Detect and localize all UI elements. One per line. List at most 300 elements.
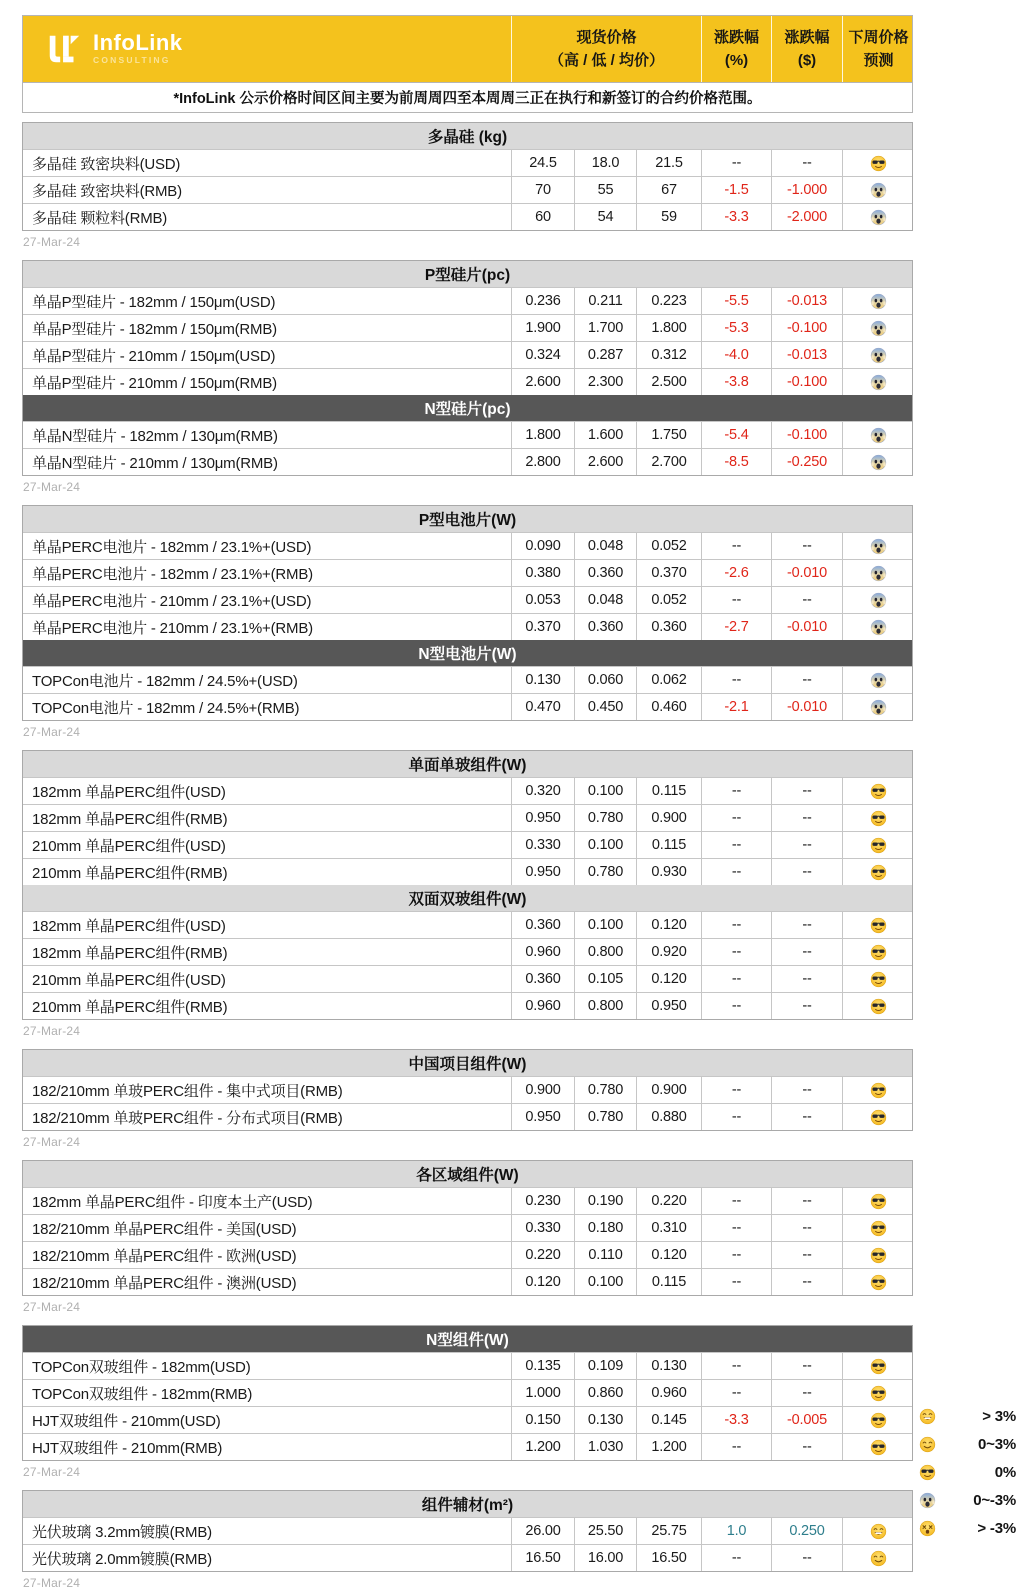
change-pct-cell: --: [701, 1215, 771, 1241]
table-row: [23, 777, 912, 804]
forecast-line2: 预测: [863, 52, 894, 69]
price-avg-cell: 0.460: [636, 694, 701, 720]
section-block: [22, 122, 913, 231]
date-label: 27-Mar-24: [23, 1576, 81, 1590]
table-row: [23, 858, 912, 885]
table-row: [23, 911, 912, 938]
price-avg-cell: 0.115: [636, 832, 701, 858]
price-high-cell: 0.120: [511, 1269, 574, 1295]
change-pct-cell: -4.0: [701, 342, 771, 368]
table-row: [23, 1352, 912, 1379]
change-pct-line1: 涨跌幅: [713, 28, 759, 46]
row-label: HJT双玻组件 - 210mm(RMB): [32, 1439, 223, 1457]
price-low-cell: 0.100: [574, 778, 636, 804]
price-low-cell: 0.180: [574, 1215, 636, 1241]
legend-item: [916, 1514, 1016, 1542]
change-abs-cell: -0.010: [771, 694, 842, 720]
price-avg-cell: 0.930: [636, 859, 701, 885]
price-low-cell: 0.110: [574, 1242, 636, 1268]
sunglasses-emoji-icon: [870, 155, 887, 172]
change-pct-cell: --: [701, 966, 771, 992]
forecast-cell: [842, 204, 914, 230]
sunglasses-emoji-icon: [870, 1082, 887, 1099]
section-block: [22, 1490, 913, 1572]
change-pct-cell: 1.0: [701, 1518, 771, 1544]
price-high-cell: 0.360: [511, 966, 574, 992]
change-pct-cell: -3.3: [701, 204, 771, 230]
price-avg-cell: 0.120: [636, 966, 701, 992]
scream-emoji-icon: [870, 320, 887, 337]
price-high-cell: 60: [511, 204, 574, 230]
forecast-cell: [842, 1353, 914, 1379]
price-high-cell: 0.370: [511, 614, 574, 640]
change-pct-cell: --: [701, 1188, 771, 1214]
change-pct-cell: --: [701, 1269, 771, 1295]
smile-emoji-icon: [919, 1436, 936, 1453]
forecast-cell: [842, 315, 914, 341]
change-abs-cell: --: [771, 1077, 842, 1103]
table-row: [23, 804, 912, 831]
price-avg-cell: 0.360: [636, 614, 701, 640]
price-low-cell: 2.600: [574, 449, 636, 475]
row-label: 光伏玻璃 3.2mm镀膜(RMB): [32, 1523, 212, 1541]
table-row: [23, 1406, 912, 1433]
forecast-cell: [842, 966, 914, 992]
forecast-cell: [842, 805, 914, 831]
forecast-cell: [842, 1215, 914, 1241]
forecast-cell: [842, 1545, 914, 1571]
scream-emoji-icon: [870, 182, 887, 199]
change-pct-cell: --: [701, 587, 771, 613]
table-row: [23, 559, 912, 586]
price-high-cell: 2.800: [511, 449, 574, 475]
legend-item: [916, 1486, 1016, 1514]
change-abs-cell: -0.100: [771, 422, 842, 448]
change-pct-cell: --: [701, 859, 771, 885]
price-low-cell: 25.50: [574, 1518, 636, 1544]
price-low-cell: 0.130: [574, 1407, 636, 1433]
price-low-cell: 1.600: [574, 422, 636, 448]
change-abs-cell: --: [771, 939, 842, 965]
change-abs-cell: --: [771, 993, 842, 1019]
change-pct-cell: --: [701, 533, 771, 559]
price-high-cell: 0.470: [511, 694, 574, 720]
change-pct-cell: --: [701, 778, 771, 804]
price-high-cell: 1.000: [511, 1380, 574, 1406]
change-abs-cell: --: [771, 1434, 842, 1460]
sunglasses-emoji-icon: [870, 810, 887, 827]
change-abs-cell: --: [771, 1104, 842, 1130]
section-header: 双面双玻组件(W): [23, 885, 912, 911]
price-avg-cell: 0.120: [636, 1242, 701, 1268]
row-label: 多晶硅 致密块料(USD): [32, 155, 181, 173]
change-pct-cell: -2.6: [701, 560, 771, 586]
legend-item: [916, 1402, 1016, 1430]
sunglasses-emoji-icon: [870, 783, 887, 800]
price-high-cell: 0.360: [511, 912, 574, 938]
price-low-cell: 0.109: [574, 1353, 636, 1379]
price-avg-cell: 0.220: [636, 1188, 701, 1214]
section-header: N型组件(W): [23, 1326, 912, 1352]
price-high-cell: 26.00: [511, 1518, 574, 1544]
change-abs-cell: -2.000: [771, 204, 842, 230]
row-label: 182/210mm 单玻PERC组件 - 集中式项目(RMB): [32, 1082, 343, 1100]
change-usd-line1: 涨跌幅: [784, 28, 830, 46]
price-low-cell: 0.860: [574, 1380, 636, 1406]
price-high-cell: 0.950: [511, 859, 574, 885]
change-abs-cell: -0.005: [771, 1407, 842, 1433]
date-label: 27-Mar-24: [23, 235, 81, 249]
forecast-legend: [916, 1402, 1016, 1542]
table-row: [23, 421, 912, 448]
table-row: [23, 1517, 912, 1544]
sunglasses-emoji-icon: [870, 944, 887, 961]
row-label: 单晶PERC电池片 - 182mm / 23.1%+(RMB): [32, 565, 313, 583]
price-avg-cell: 0.960: [636, 1380, 701, 1406]
table-row: [23, 938, 912, 965]
change-pct-cell: -2.1: [701, 694, 771, 720]
change-usd-line2: ($): [797, 52, 817, 69]
price-low-cell: 0.190: [574, 1188, 636, 1214]
price-low-cell: 1.030: [574, 1434, 636, 1460]
change-pct-cell: -5.4: [701, 422, 771, 448]
table-row: [23, 287, 912, 314]
legend-label: 0~-3%: [973, 1491, 1016, 1509]
change-pct-cell: --: [701, 832, 771, 858]
price-avg-cell: 0.370: [636, 560, 701, 586]
price-avg-cell: 59: [636, 204, 701, 230]
price-high-cell: 0.330: [511, 1215, 574, 1241]
sunglasses-emoji-icon: [870, 1385, 887, 1402]
sunglasses-emoji-icon: [870, 971, 887, 988]
price-low-cell: 0.800: [574, 993, 636, 1019]
change-abs-cell: --: [771, 587, 842, 613]
spot-price-line1: 现货价格: [576, 28, 637, 46]
forecast-cell: [842, 614, 914, 640]
table-row: [23, 831, 912, 858]
brand-name: InfoLink: [93, 29, 183, 55]
price-high-cell: 70: [511, 177, 574, 203]
change-pct-cell: --: [701, 1380, 771, 1406]
price-low-cell: 0.780: [574, 1104, 636, 1130]
price-low-cell: 0.360: [574, 614, 636, 640]
sunglasses-emoji-icon: [870, 1247, 887, 1264]
change-abs-cell: --: [771, 1545, 842, 1571]
change-abs-cell: --: [771, 667, 842, 693]
change-abs-cell: -0.010: [771, 614, 842, 640]
row-label: 单晶PERC电池片 - 210mm / 23.1%+(RMB): [32, 619, 313, 637]
forecast-cell: [842, 288, 914, 314]
row-label: 210mm 单晶PERC组件(RMB): [32, 998, 228, 1016]
price-low-cell: 0.060: [574, 667, 636, 693]
row-label: 182mm 单晶PERC组件(USD): [32, 783, 226, 801]
table-header: [22, 15, 913, 83]
scream-emoji-icon: [870, 699, 887, 716]
row-label: 单晶N型硅片 - 182mm / 130μm(RMB): [32, 427, 278, 445]
price-avg-cell: 0.052: [636, 587, 701, 613]
price-avg-cell: 67: [636, 177, 701, 203]
row-label: 182/210mm 单玻PERC组件 - 分布式项目(RMB): [32, 1109, 343, 1127]
row-label: 单晶P型硅片 - 182mm / 150μm(RMB): [32, 320, 277, 338]
price-avg-cell: 0.145: [636, 1407, 701, 1433]
price-high-cell: 0.324: [511, 342, 574, 368]
column-header-change-pct: [701, 16, 771, 82]
legend-label: > -3%: [977, 1519, 1016, 1537]
sunglasses-emoji-icon: [870, 1439, 887, 1456]
change-abs-cell: -0.100: [771, 315, 842, 341]
section-block: [22, 1160, 913, 1296]
price-low-cell: 0.105: [574, 966, 636, 992]
date-label: 27-Mar-24: [23, 1024, 81, 1038]
table-row: [23, 613, 912, 640]
forecast-cell: [842, 342, 914, 368]
row-label: 单晶P型硅片 - 210mm / 150μm(RMB): [32, 374, 277, 392]
change-abs-cell: --: [771, 805, 842, 831]
price-period-note: *InfoLink 公示价格时间区间主要为前周周四至本周周三正在执行和新签订的合约价格范围。: [22, 83, 913, 113]
forecast-cell: [842, 587, 914, 613]
section-header: 多晶硅 (kg): [23, 123, 912, 149]
row-label: HJT双玻组件 - 210mm(USD): [32, 1412, 221, 1430]
change-abs-cell: --: [771, 832, 842, 858]
scream-emoji-icon: [919, 1492, 936, 1509]
change-pct-cell: --: [701, 1434, 771, 1460]
table-row: [23, 368, 912, 395]
infolink-logo-icon: [45, 30, 83, 68]
sunglasses-emoji-icon: [870, 1109, 887, 1126]
price-low-cell: 2.300: [574, 369, 636, 395]
price-high-cell: 0.330: [511, 832, 574, 858]
change-abs-cell: --: [771, 966, 842, 992]
sunglasses-emoji-icon: [870, 864, 887, 881]
date-label: 27-Mar-24: [23, 1135, 81, 1149]
forecast-cell: [842, 859, 914, 885]
section-block: [22, 1049, 913, 1131]
table-row: [23, 176, 912, 203]
forecast-cell: [842, 1518, 914, 1544]
forecast-cell: [842, 560, 914, 586]
price-avg-cell: 1.800: [636, 315, 701, 341]
price-high-cell: 0.960: [511, 939, 574, 965]
sunglasses-emoji-icon: [870, 1193, 887, 1210]
price-low-cell: 1.700: [574, 315, 636, 341]
row-label: 光伏玻璃 2.0mm镀膜(RMB): [32, 1550, 212, 1568]
change-abs-cell: -0.013: [771, 342, 842, 368]
row-label: TOPCon双玻组件 - 182mm(USD): [32, 1358, 251, 1376]
change-pct-cell: -8.5: [701, 449, 771, 475]
price-high-cell: 0.090: [511, 533, 574, 559]
change-abs-cell: -0.100: [771, 369, 842, 395]
section-header: 各区域组件(W): [23, 1161, 912, 1187]
price-low-cell: 0.780: [574, 805, 636, 831]
sunglasses-emoji-icon: [870, 837, 887, 854]
row-label: 单晶PERC电池片 - 210mm / 23.1%+(USD): [32, 592, 312, 610]
row-label: 182mm 单晶PERC组件 - 印度本土产(USD): [32, 1193, 313, 1211]
row-label: 210mm 单晶PERC组件(USD): [32, 971, 226, 989]
scream-emoji-icon: [870, 454, 887, 471]
change-pct-cell: -3.8: [701, 369, 771, 395]
row-label: 单晶P型硅片 - 182mm / 150μm(USD): [32, 293, 276, 311]
price-low-cell: 0.780: [574, 1077, 636, 1103]
table-row: [23, 693, 912, 720]
row-label: 单晶PERC电池片 - 182mm / 23.1%+(USD): [32, 538, 312, 556]
price-high-cell: 0.960: [511, 993, 574, 1019]
row-label: 单晶P型硅片 - 210mm / 150μm(USD): [32, 347, 276, 365]
table-row: [23, 341, 912, 368]
price-avg-cell: 1.200: [636, 1434, 701, 1460]
scream-emoji-icon: [870, 209, 887, 226]
price-avg-cell: 0.900: [636, 805, 701, 831]
price-avg-cell: 0.115: [636, 778, 701, 804]
change-pct-cell: -3.3: [701, 1407, 771, 1433]
forecast-cell: [842, 1407, 914, 1433]
section-block: [22, 750, 913, 1020]
change-abs-cell: 0.250: [771, 1518, 842, 1544]
legend-label: > 3%: [982, 1407, 1016, 1425]
date-label: 27-Mar-24: [23, 480, 81, 494]
row-label: 多晶硅 致密块料(RMB): [32, 182, 182, 200]
scream-emoji-icon: [870, 672, 887, 689]
change-pct-cell: --: [701, 1353, 771, 1379]
change-abs-cell: --: [771, 150, 842, 176]
change-pct-cell: --: [701, 150, 771, 176]
column-header-forecast: [842, 16, 914, 82]
table-row: [23, 1187, 912, 1214]
row-label: TOPCon电池片 - 182mm / 24.5%+(RMB): [32, 699, 300, 717]
price-low-cell: 0.211: [574, 288, 636, 314]
sunglasses-emoji-icon: [870, 1274, 887, 1291]
price-low-cell: 0.100: [574, 912, 636, 938]
price-low-cell: 0.048: [574, 533, 636, 559]
change-pct-cell: --: [701, 993, 771, 1019]
price-avg-cell: 0.880: [636, 1104, 701, 1130]
table-row: [23, 992, 912, 1019]
table-row: [23, 448, 912, 475]
section-block: [22, 505, 913, 721]
scream-emoji-icon: [870, 347, 887, 364]
price-low-cell: 0.048: [574, 587, 636, 613]
price-high-cell: 0.950: [511, 805, 574, 831]
row-label: 182mm 单晶PERC组件(RMB): [32, 810, 228, 828]
forecast-cell: [842, 369, 914, 395]
row-label: 182mm 单晶PERC组件(RMB): [32, 944, 228, 962]
price-low-cell: 0.800: [574, 939, 636, 965]
price-high-cell: 0.130: [511, 667, 574, 693]
forecast-cell: [842, 449, 914, 475]
column-header-change-usd: [771, 16, 842, 82]
table-row: [23, 1433, 912, 1460]
brand-subtitle: CONSULTING: [93, 54, 171, 65]
price-avg-cell: 1.750: [636, 422, 701, 448]
sunglasses-emoji-icon: [870, 1220, 887, 1237]
change-pct-cell: --: [701, 1545, 771, 1571]
price-avg-cell: 0.052: [636, 533, 701, 559]
dizzy-emoji-icon: [919, 1520, 936, 1537]
price-avg-cell: 0.950: [636, 993, 701, 1019]
forecast-cell: [842, 1269, 914, 1295]
price-avg-cell: 25.75: [636, 1518, 701, 1544]
table-row: [23, 965, 912, 992]
legend-label: 0~3%: [978, 1435, 1016, 1453]
change-pct-cell: -5.5: [701, 288, 771, 314]
table-row: [23, 1379, 912, 1406]
price-high-cell: 1.800: [511, 422, 574, 448]
price-high-cell: 0.220: [511, 1242, 574, 1268]
table-blocks: [22, 113, 913, 1592]
price-low-cell: 54: [574, 204, 636, 230]
change-abs-cell: --: [771, 1353, 842, 1379]
row-label: 182mm 单晶PERC组件(USD): [32, 917, 226, 935]
sunglasses-emoji-icon: [870, 917, 887, 934]
price-low-cell: 0.100: [574, 1269, 636, 1295]
section-header: P型电池片(W): [23, 506, 912, 532]
row-label: 多晶硅 颗粒料(RMB): [32, 209, 168, 227]
forecast-cell: [842, 939, 914, 965]
table-row: [23, 586, 912, 613]
scream-emoji-icon: [870, 374, 887, 391]
forecast-cell: [842, 1188, 914, 1214]
price-low-cell: 55: [574, 177, 636, 203]
grin-emoji-icon: [870, 1523, 887, 1540]
price-avg-cell: 0.223: [636, 288, 701, 314]
change-pct-cell: -2.7: [701, 614, 771, 640]
change-abs-cell: --: [771, 778, 842, 804]
change-pct-cell: --: [701, 1242, 771, 1268]
forecast-cell: [842, 1104, 914, 1130]
table-row: [23, 203, 912, 230]
section-block: [22, 260, 913, 476]
price-high-cell: 1.200: [511, 1434, 574, 1460]
price-high-cell: 0.320: [511, 778, 574, 804]
price-avg-cell: 0.130: [636, 1353, 701, 1379]
price-avg-cell: 21.5: [636, 150, 701, 176]
row-label: 单晶N型硅片 - 210mm / 130μm(RMB): [32, 454, 278, 472]
price-high-cell: 2.600: [511, 369, 574, 395]
date-label: 27-Mar-24: [23, 1300, 81, 1314]
section-block: [22, 1325, 913, 1461]
row-label: 182/210mm 单晶PERC组件 - 欧洲(USD): [32, 1247, 297, 1265]
change-abs-cell: --: [771, 859, 842, 885]
sunglasses-emoji-icon: [919, 1464, 936, 1481]
change-abs-cell: --: [771, 533, 842, 559]
price-avg-cell: 16.50: [636, 1545, 701, 1571]
scream-emoji-icon: [870, 565, 887, 582]
forecast-cell: [842, 422, 914, 448]
change-pct-cell: -5.3: [701, 315, 771, 341]
scream-emoji-icon: [870, 293, 887, 310]
forecast-cell: [842, 1077, 914, 1103]
change-pct-cell: --: [701, 805, 771, 831]
forecast-cell: [842, 533, 914, 559]
row-label: 210mm 单晶PERC组件(RMB): [32, 864, 228, 882]
table-row: [23, 1103, 912, 1130]
forecast-cell: [842, 832, 914, 858]
grin-emoji-icon: [919, 1408, 936, 1425]
change-abs-cell: --: [771, 1242, 842, 1268]
legend-item: [916, 1458, 1016, 1486]
smile-emoji-icon: [870, 1550, 887, 1567]
forecast-cell: [842, 177, 914, 203]
price-low-cell: 16.00: [574, 1545, 636, 1571]
scream-emoji-icon: [870, 592, 887, 609]
change-abs-cell: --: [771, 1188, 842, 1214]
forecast-cell: [842, 778, 914, 804]
forecast-cell: [842, 1434, 914, 1460]
change-pct-cell: --: [701, 667, 771, 693]
price-high-cell: 0.053: [511, 587, 574, 613]
forecast-cell: [842, 1242, 914, 1268]
forecast-cell: [842, 667, 914, 693]
price-high-cell: 0.900: [511, 1077, 574, 1103]
